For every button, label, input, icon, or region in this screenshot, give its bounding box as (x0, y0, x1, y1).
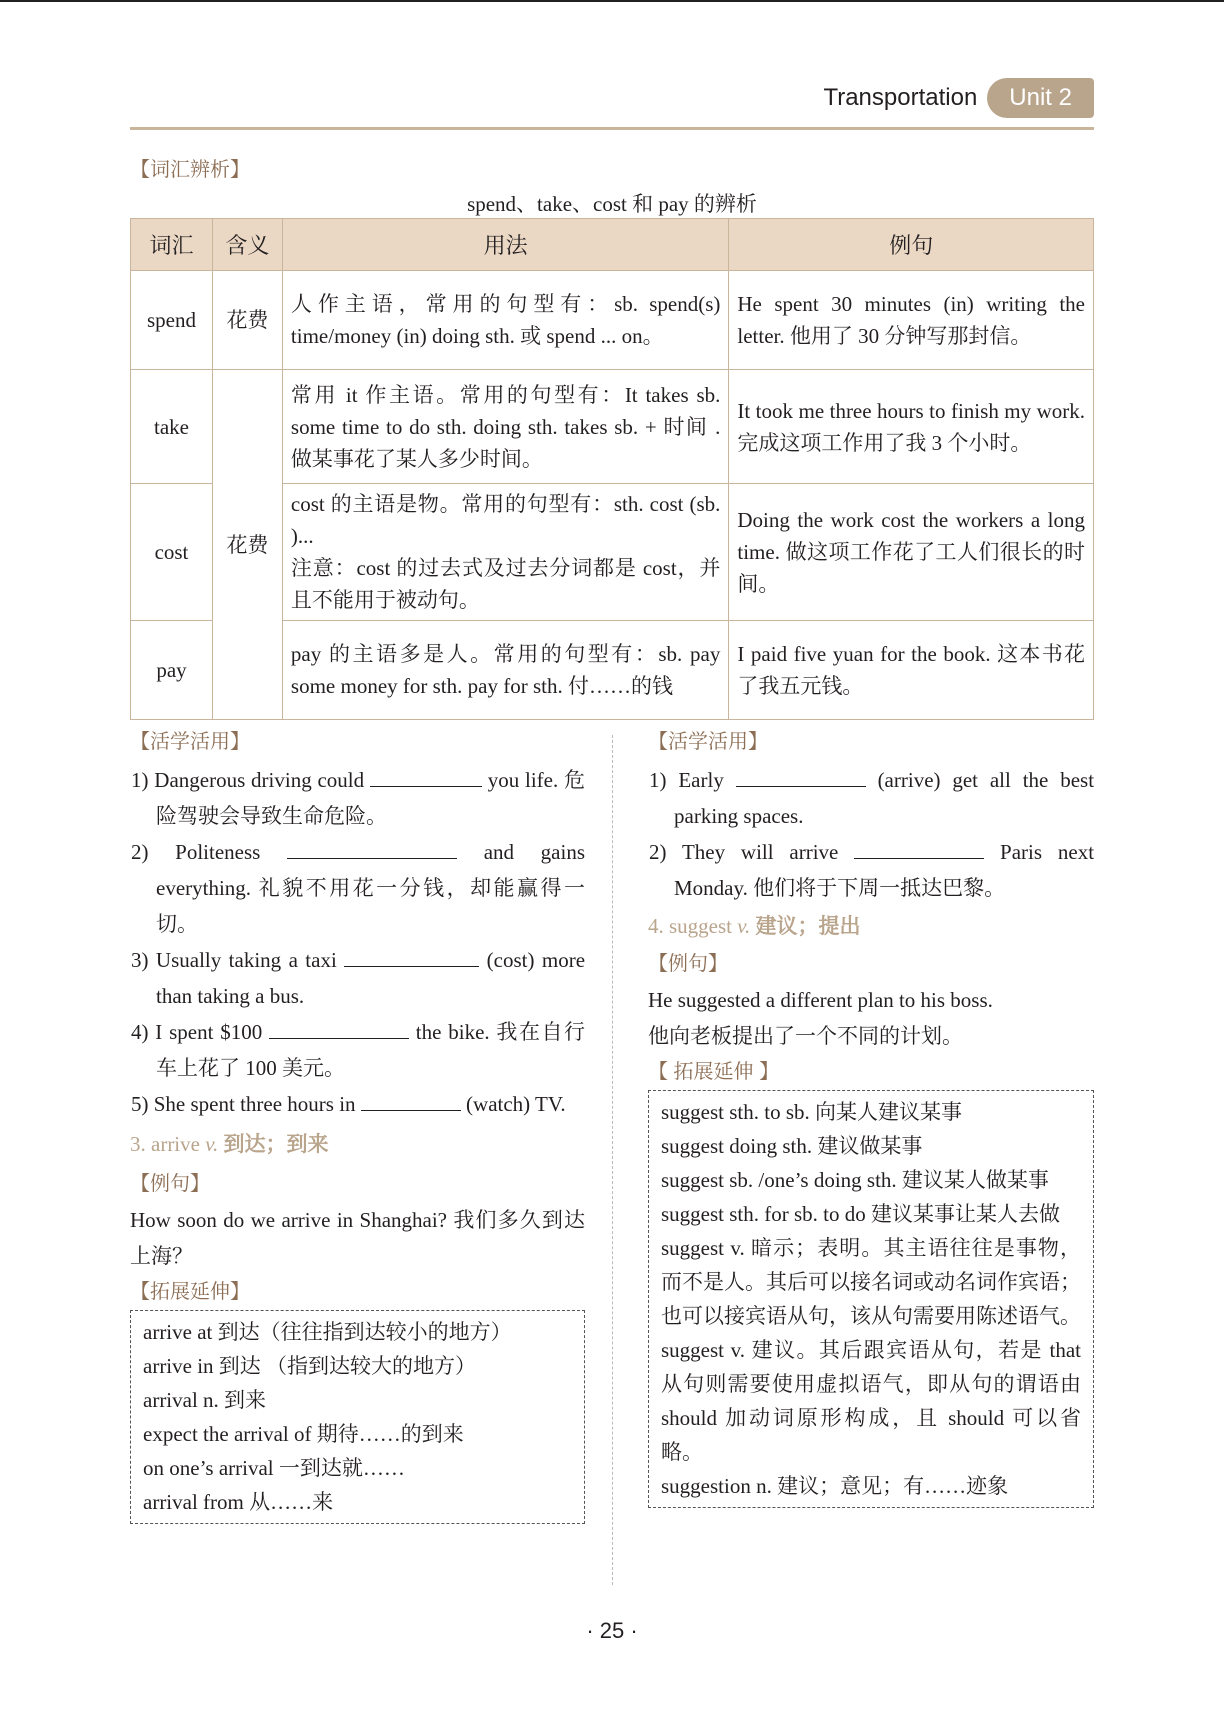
cell-usage (282, 484, 728, 621)
extension-box (130, 1310, 585, 1524)
practice-label: 【活学活用】 (130, 731, 250, 753)
cell-meaning: 花费 (212, 271, 282, 370)
cell-example: He spent 30 minutes (in) writing the letter. 他用了 30 分钟写那封信。 (729, 271, 1094, 370)
table-row (131, 370, 1094, 484)
table-row (131, 271, 1094, 370)
cell-word: spend (131, 271, 213, 370)
headword-arrive: 3. arrive v. 到达；到来 (130, 1132, 329, 1156)
example-label: 【例句】 (648, 953, 728, 975)
unit-badge: Unit 2 (987, 78, 1094, 118)
extension-item: suggestion n. 建议；意见；有……迹象 (661, 1474, 1009, 1498)
extension-item: arrival from 从……来 (143, 1490, 334, 1514)
extension-item: arrive in 到达 （指到达较大的地方） (143, 1354, 477, 1378)
extension-item: on one’s arrival 一到达就…… (143, 1456, 405, 1480)
vocab-section-label: 【词汇辨析】 (130, 159, 250, 181)
extension-item: expect the arrival of 期待……的到来 (143, 1422, 464, 1446)
practice-item: 2) Politeness and gains everything. 礼貌不用花一分钱，却能赢得一切。 (130, 834, 585, 942)
answer-blank[interactable] (854, 836, 984, 859)
cell-word: pay (131, 621, 213, 720)
cell-usage: 常用 it 作主语。常用的句型有：It takes sb. some time to do sth. doing sth. takes sb. + 时间 . 做某事花了某人多少时间。 (282, 370, 728, 484)
extension-label: 【拓展延伸】 (130, 1281, 250, 1303)
answer-blank[interactable] (344, 944, 479, 967)
answer-blank[interactable] (736, 764, 866, 787)
left-column (130, 724, 585, 1524)
page-header (823, 78, 1094, 118)
page-number: · 25 · (586, 1618, 638, 1643)
practice-item: 1) Dangerous driving could you life. 危险驾驶会导致生命危险。 (130, 762, 585, 834)
answer-blank[interactable] (361, 1088, 461, 1111)
extension-item: arrival n. 到来 (143, 1388, 267, 1412)
practice-item: 2) They will arrive Paris next Monday. 他们将于下周一抵达巴黎。 (648, 834, 1094, 906)
cell-usage: pay 的主语多是人。常用的句型有：sb. pay some money for sth. pay for sth. 付……的钱 (282, 621, 728, 720)
extension-item: suggest sth. to sb. 向某人建议某事 (661, 1100, 963, 1124)
practice-item: 4) I spent $100 the bike. 我在自行车上花了 100 美元。 (130, 1014, 585, 1086)
answer-blank[interactable] (370, 764, 482, 787)
example-label: 【例句】 (130, 1173, 210, 1195)
usage-note: 注意：cost 的过去式及过去分词都是 cost，并且不能用于被动句。 (290, 556, 721, 612)
practice-item: 1) Early (arrive) get all the best parking spaces. (648, 762, 1094, 834)
extension-item: suggest sb. /one’s doing sth. 建议某人做某事 (661, 1168, 1049, 1192)
extension-box (648, 1090, 1094, 1508)
column-divider (612, 735, 613, 1585)
headword-suggest: 4. suggest v. 建议；提出 (648, 914, 861, 938)
example-sentence: How soon do we arrive in Shanghai? 我们多久到达上海？ (130, 1208, 585, 1268)
right-column (648, 724, 1094, 1508)
practice-label: 【活学活用】 (648, 731, 768, 753)
cell-word: cost (131, 484, 213, 621)
table-caption: spend、take、cost 和 pay 的辨析 (467, 192, 757, 216)
extension-item: suggest v. 暗示；表明。其主语往往是事物，而不是人。其后可以接名词或动名词作宾语；也可以接宾语从句，该从句需要用陈述语气。 (661, 1236, 1081, 1328)
practice-item: 5) She spent three hours in (watch) TV. (130, 1086, 585, 1122)
extension-item: suggest v. 建议。其后跟宾语从句，若是 that 从句则需要使用虚拟语气，即从句的谓语由 should 加动词原形构成，且 should 可以省略。 (661, 1338, 1081, 1464)
vocab-comparison-table (130, 218, 1094, 720)
extension-item: suggest sth. for sb. to do 建议某事让某人去做 (661, 1202, 1060, 1226)
practice-item: 3) Usually taking a taxi (cost) more than taking a bus. (130, 942, 585, 1014)
extension-item: arrive at 到达（往往指到达较小的地方） (143, 1320, 512, 1344)
example-sentence-cn: 他向老板提出了一个不同的计划。 (648, 1024, 963, 1048)
cell-example: Doing the work cost the workers a long time. 做这项工作花了工人们很长的时间。 (729, 484, 1094, 621)
header-meaning: 含义 (212, 219, 282, 271)
answer-blank[interactable] (287, 836, 457, 859)
header-example: 例句 (729, 219, 1094, 271)
extension-label: 【 拓展延伸 】 (648, 1061, 780, 1083)
cell-usage: 人作主语，常用的句型有：sb. spend(s) time/money (in) doing sth. 或 spend ... on。 (282, 271, 728, 370)
answer-blank[interactable] (269, 1016, 409, 1039)
top-border-line (0, 0, 1224, 2)
cell-meaning-shared: 花费 (212, 370, 282, 720)
cell-example: It took me three hours to finish my work. 完成这项工作用了我 3 个小时。 (729, 370, 1094, 484)
cell-word: take (131, 370, 213, 484)
example-sentence-en: He suggested a different plan to his boss. (648, 988, 993, 1012)
header-rule (130, 127, 1094, 130)
extension-item: suggest doing sth. 建议做某事 (661, 1134, 923, 1158)
cell-example: I paid five yuan for the book. 这本书花了我五元钱。 (729, 621, 1094, 720)
header-word: 词汇 (131, 219, 213, 271)
usage-line: cost 的主语是物。常用的句型有：sth. cost (sb. )... (290, 492, 721, 548)
chapter-title: Transportation (823, 84, 978, 111)
header-usage: 用法 (282, 219, 728, 271)
table-header-row (131, 219, 1094, 271)
